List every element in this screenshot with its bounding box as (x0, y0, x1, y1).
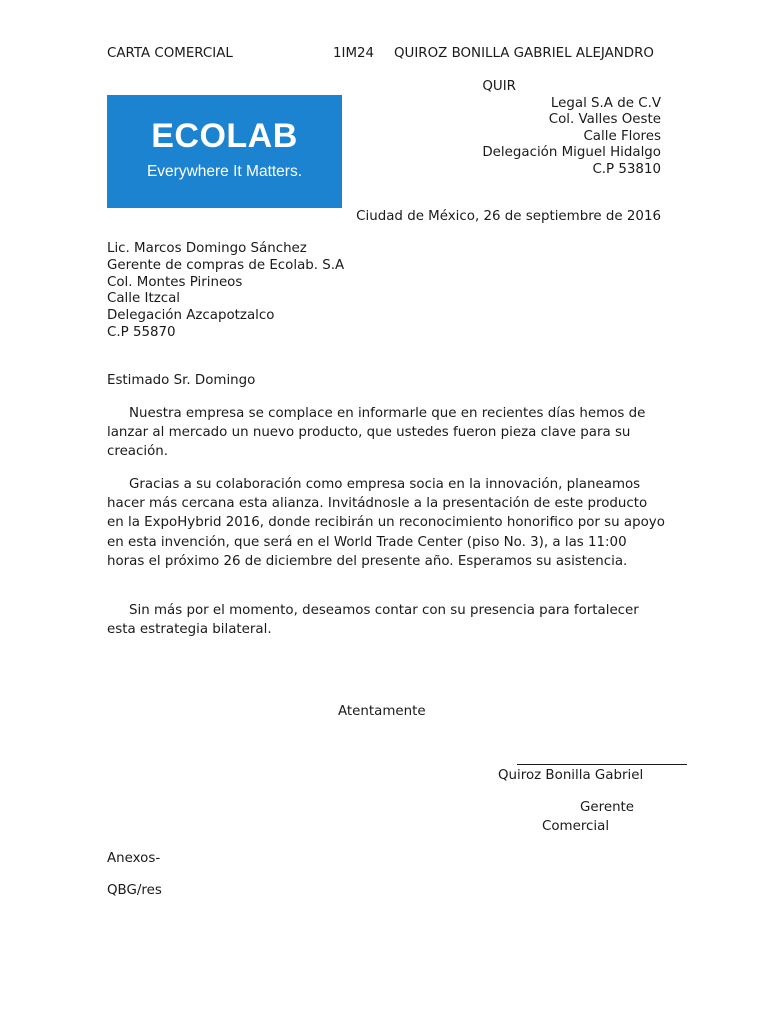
sender-abbreviation: QUIR (482, 79, 516, 94)
sender-street: Calle Flores (583, 128, 661, 144)
sender-address-block (482, 79, 661, 179)
sender-delegation: Delegación Miguel Hidalgo (482, 145, 661, 161)
body-paragraph-3: Sin más por el momento, deseamos contar con su presencia para fortalecer esta estrategia bilateral. (107, 603, 639, 638)
recipient-name: Lic. Marcos Domingo Sánchez (107, 241, 307, 256)
signature-line (517, 764, 687, 765)
signature-title-line-1: Gerente (580, 800, 635, 815)
body-paragraph-1: Nuestra empresa se complace en informarle que en recientes días hemos de lanzar al mercado un nuevo producto, que ustedes fueron pieza clave para su creación. (107, 406, 646, 460)
date-line: Ciudad de México, 26 de septiembre de 2016 (356, 209, 661, 224)
recipient-colony: Col. Montes Pirineos (107, 274, 243, 290)
recipient-street: Calle Itzcal (107, 291, 181, 307)
logo-tagline: Everywhere It Matters. (146, 163, 303, 180)
recipient-address-block (107, 241, 344, 342)
recipient-zip: C.P 55870 (107, 324, 176, 340)
salutation: Estimado Sr. Domingo (107, 373, 256, 388)
recipient-delegation: Delegación Azcapotzalco (107, 308, 275, 324)
signature-title-line-2: Comercial (542, 819, 610, 834)
sender-zip: C.P 53810 (592, 161, 661, 177)
group-code: 1IM24 (333, 46, 375, 61)
recipient-position: Gerente de compras de Ecolab. S.A (107, 257, 345, 273)
sender-company: Legal S.A de C.V (550, 95, 661, 111)
logo-brand-text: ECOLAB (151, 117, 298, 155)
ecolab-logo (107, 95, 342, 208)
closing: Atentamente (338, 704, 426, 719)
author-name-header: QUIROZ BONILLA GABRIEL ALEJANDRO (394, 46, 654, 61)
signature-name: Quiroz Bonilla Gabriel (498, 768, 644, 783)
document-type-label: CARTA COMERCIAL (107, 46, 233, 61)
sender-colony: Col. Valles Oeste (548, 112, 661, 128)
annex-label: Anexos- (107, 851, 161, 866)
reference-initials: QBG/res (107, 883, 162, 898)
body-paragraph-2: Gracias a su colaboración como empresa socia en la innovación, planeamos hacer más cercana esta alianza. Invitádnosle a la presentación de este producto en la ExpoHybrid 2016, donde recibirán un reconocimiento honorifico por su apoyo en esta invención, que será en el World Trade Center (piso No. 3), a las 11:00 horas el próximo 26 de diciembre del presente año. Esperamos su asistencia. (107, 477, 665, 569)
